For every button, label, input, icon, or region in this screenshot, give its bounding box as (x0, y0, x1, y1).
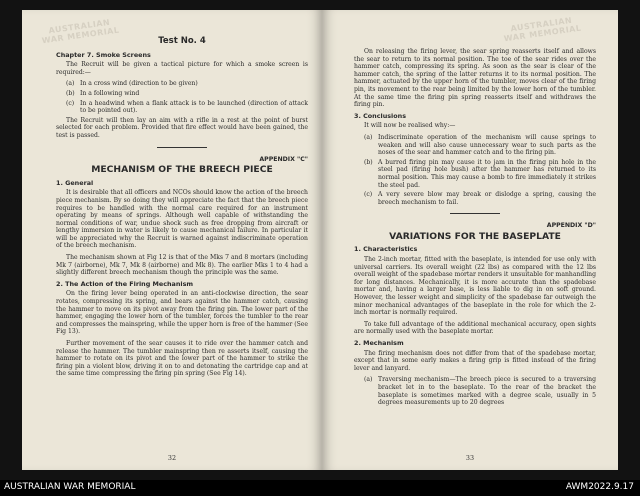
source-caption: AUSTRALIAN WAR MEMORIAL (4, 482, 136, 492)
appendix-label: APPENDIX "C" (259, 155, 308, 163)
paragraph: The 2-inch mortar, fitted with the baseplate, is intended for use only with universal carriers. Its overall weight (22 lbs) as compared with the 12 lbs overall weight of the spadebase mortar renders it unsuitable for manhandling for long distances. Mechanically, it is more accurate than the spadebase mortar and, having a larger base, is less liable to dig in on soft ground. However, the lesser weight and simplicity of the spadebase far outweigh the minor mechanical advantages of the baseplate in the role for which the 2-inch mortar is normally required. (354, 256, 596, 317)
paragraph: It will now be realised why:— (364, 122, 456, 130)
list-text: Indiscriminate operation of the mechanism will cause springs to weaken and will also cause unnecessary wear to such parts as the noses of the sear and hammer catch and to the firing pin. (378, 133, 596, 157)
accession-number: AWM2022.9.17 (565, 482, 634, 492)
list-label: (a) (364, 376, 373, 384)
paragraph: The Recruit will then lay an aim with a rifle in a rest at the point of burst selected for each problem. Provided that fire effect would have been gained, the test is passed. (56, 116, 308, 139)
section-title: MECHANISM OF THE BREECH PIECE (91, 164, 273, 176)
subsection-heading: 2. Mechanism (354, 339, 404, 347)
divider (157, 147, 207, 148)
list-text: In a cross wind (direction to be given) (80, 80, 198, 88)
chapter-heading: Chapter 7. Smoke Screens (56, 50, 151, 59)
list-label: (c) (364, 191, 373, 199)
list-label: (a) (364, 133, 373, 141)
page-number: 33 (465, 454, 475, 462)
section-title: VARIATIONS FOR THE BASEPLATE (389, 230, 561, 242)
paragraph: Further movement of the sear causes it to ride over the hammer catch and release the hammer. The tumbler mainspring then re asserts itself, causing the hammer to rotate on its pivot and the lower part of the hammer to strike the firing pin a violent blow, driving it on to and detonating the cartridge cap and at the same time compressing the firing pin spring (See Fig 14). (56, 340, 308, 378)
list-label: (c) (66, 99, 75, 107)
subsection-heading: 1. General (56, 178, 94, 187)
left-page-content (56, 38, 308, 382)
paragraph: The mechanism shown at Fig 12 is that of the Mks 7 and 8 mortars (including Mk 7 (airborne), Mk 7, Mk 8 (airborne) and Mk 8). The earlier Mks 1 to 4 had a slightly different breech mechanism though the principle was the same. (56, 254, 308, 277)
subsection-heading: 2. The Action of the Firing Mechanism (56, 279, 194, 288)
subsection-heading: 1. Characteristics (354, 245, 418, 254)
list-item (364, 159, 596, 189)
right-page (322, 10, 618, 470)
subsection-heading: 3. Conclusions (354, 111, 406, 120)
watermark-stamp: AUSTRALIAN WAR MEMORIAL (503, 15, 582, 44)
paragraph: It is desirable that all officers and NCOs should know the action of the breech piece mechanism. By so doing they will appreciate the fact that the breech piece requires to be handled with the normal care required for an instrument operating by means of springs. Although well capable of withstanding the normal conditions of war, undue shock such as free dropping from aircraft or lengthy immersion in water is likely to cause mechanical failure. In particular it will be appreciated why the Recruit is warned against indiscriminate operation of the breech mechanism. (56, 189, 308, 250)
page-number: 32 (167, 454, 177, 462)
list-item (364, 376, 596, 406)
paragraph: On the firing lever being operated in an anti-clockwise direction, the sear rotates, compressing its spring, and bears against the hammer catch, causing the hammer to move on its pivot away from the firing pin. The lower part of the hammer, engaging the lower horn of the tumbler, forces the tumbler to the rear and compresses the mainspring, while the upper horn is free of the hammer (See Fig 13). (56, 290, 308, 336)
left-page (22, 10, 322, 470)
paragraph: On releasing the firing lever, the sear spring reasserts itself and allows the sear to return to its normal position. The toe of the sear rides over the hammer catch, compressing its spring. As soon as the sear is clear of the hammer catch, the spring of the latter returns it to its normal position. The hammer, actuated by the upper horn of the tumbler, moves clear of the firing pin, its movement to the rear being limited by the lower horn of the tumbler. At the same time the firing pin spring reasserts itself and withdraws the firing pin. (354, 48, 596, 109)
list-item (66, 90, 308, 98)
list-text: A very severe blow may break or dislodge a spring, causing the breech mechanism to fail. (378, 191, 596, 206)
right-page-content (354, 48, 596, 409)
list-text: Traversing mechanism—The breech piece is secured to a traversing bracket let in to the baseplate. To the rear of the bracket the baseplate is sometimes marked with a degree scale, usually in 5 degrees measurements up to 20 degrees (378, 376, 596, 407)
list-label: (b) (364, 158, 373, 166)
list-text: In a headwind when a flank attack is to be launched (direction of attack to be pointed out). (80, 99, 308, 115)
list-item (66, 80, 308, 88)
list-text: In a following wind (80, 89, 140, 97)
appendix-label: APPENDIX "D" (546, 222, 596, 230)
test-title: Test No. 4 (158, 36, 206, 46)
divider (450, 213, 500, 214)
list-item (66, 100, 308, 115)
list-text: A burred firing pin may cause it to jam in the firing pin hole in the steel pad (firing hole bush) after the hammer has returned to its normal position. This may cause a bomb to fire immediately it strikes the steel pad. (378, 158, 596, 189)
paragraph: The firing mechanism does not differ from that of the spadebase mortar, except that in some early makes a firing grip is fitted instead of the firing lever and lanyard. (354, 349, 596, 372)
list-label: (b) (66, 89, 75, 97)
watermark-stamp: AUSTRALIAN WAR MEMORIAL (41, 17, 120, 46)
paragraph: The Recruit will be given a tactical picture for which a smoke screen is required:— (56, 61, 308, 76)
list-item (364, 191, 596, 206)
list-label: (a) (66, 80, 75, 88)
paragraph: To take full advantage of the additional mechanical accuracy, open sights are normally used with the baseplate mortar. (354, 320, 596, 336)
list-item (364, 134, 596, 157)
